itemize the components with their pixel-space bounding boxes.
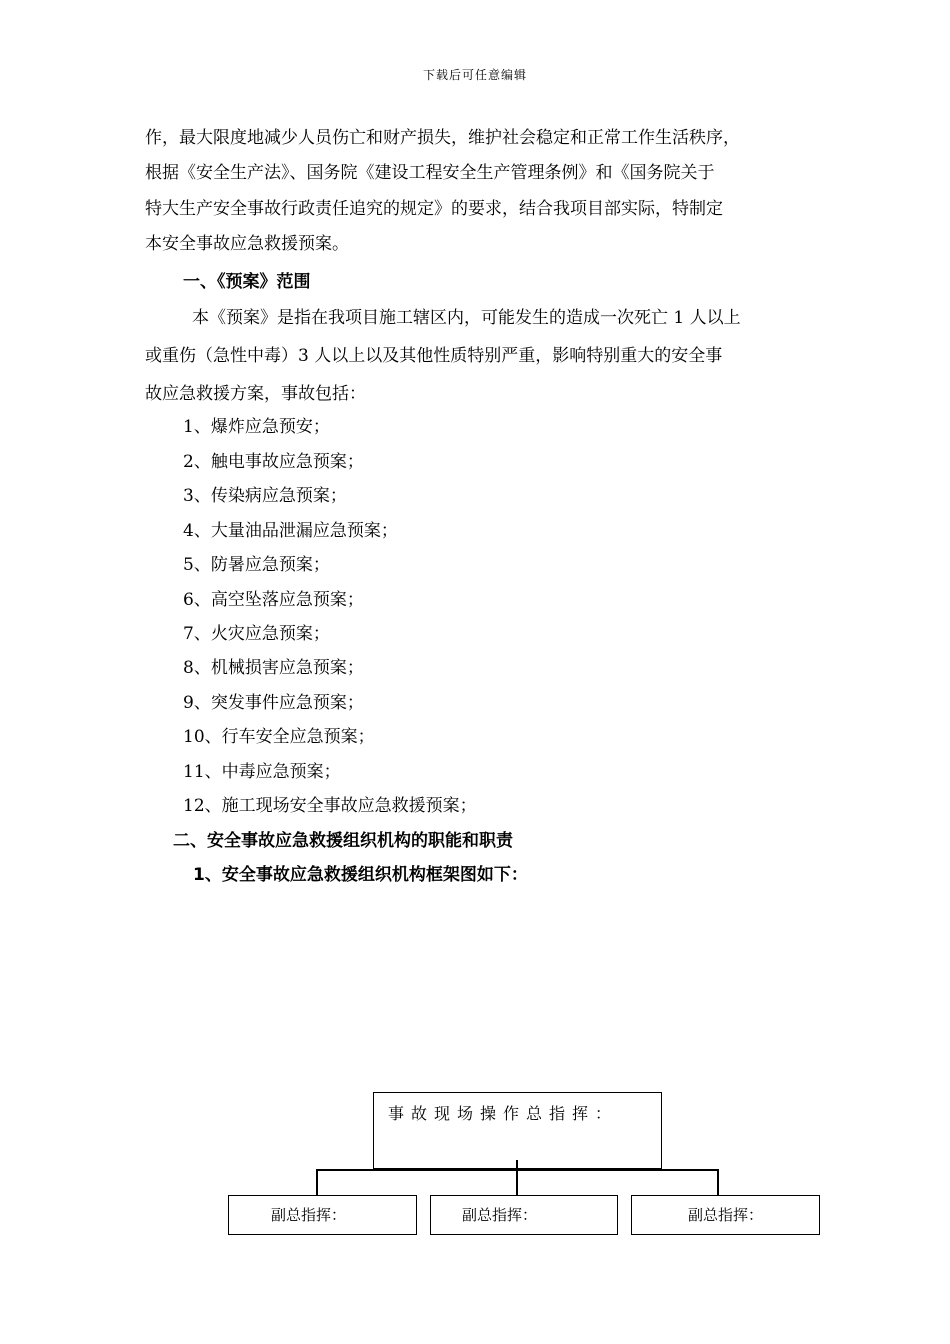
connector-line <box>316 1169 318 1195</box>
page-header: 下载后可任意编辑 <box>422 68 527 82</box>
paragraph-line: 根据《安全生产法》、国务院《建设工程安全生产管理条例》和《国务院关于 <box>145 163 715 183</box>
list-item: 2、触电事故应急预案； <box>183 452 364 472</box>
section-heading: 一、《预案》范围 <box>183 272 311 292</box>
list-item: 3、传染病应急预案； <box>183 486 347 506</box>
paragraph-line: 作，最大限度地减少人员伤亡和财产损失，维护社会稳定和正常工作生活秩序， <box>145 128 740 148</box>
list-item: 5、防暑应急预案； <box>183 555 330 575</box>
org-chart-top-label: 事故现场操作总指挥： <box>388 1104 619 1123</box>
paragraph-line: 或重伤（急性中毒）3 人以上以及其他性质特别严重，影响特别重大的安全事 <box>145 346 723 366</box>
connector-line <box>717 1169 719 1195</box>
org-chart-top-box <box>373 1092 662 1169</box>
list-item: 12、施工现场安全事故应急救援预案； <box>183 796 477 816</box>
list-item: 8、机械损害应急预案； <box>183 658 364 678</box>
org-chart-sub-box <box>631 1195 820 1235</box>
org-chart-sub-label: 副总指挥： <box>688 1206 764 1224</box>
list-item: 7、火灾应急预案； <box>183 624 330 644</box>
subsection-heading: 1、安全事故应急救援组织机构框架图如下： <box>193 865 528 885</box>
list-item: 11、中毒应急预案； <box>183 762 341 782</box>
paragraph-line: 特大生产安全事故行政责任追究的规定》的要求，结合我项目部实际，特制定 <box>145 199 723 219</box>
list-item: 1、爆炸应急预安； <box>183 417 330 437</box>
paragraph-line: 本《预案》是指在我项目施工辖区内，可能发生的造成一次死亡 1 人以上 <box>192 308 741 328</box>
section-heading: 二、安全事故应急救援组织机构的职能和职责 <box>173 831 513 851</box>
connector-line <box>516 1169 518 1195</box>
list-item: 9、突发事件应急预案； <box>183 693 364 713</box>
org-chart-sub-label: 副总指挥： <box>462 1206 538 1224</box>
list-item: 6、高空坠落应急预案； <box>183 590 364 610</box>
org-chart-sub-label: 副总指挥： <box>271 1206 347 1224</box>
paragraph-line: 故应急救援方案，事故包括： <box>145 384 366 404</box>
org-chart-sub-box <box>430 1195 618 1235</box>
paragraph-line: 本安全事故应急救援预案。 <box>145 234 349 254</box>
org-chart-sub-box <box>228 1195 417 1235</box>
list-item: 4、大量油品泄漏应急预案； <box>183 521 398 541</box>
list-item: 10、行车安全应急预案； <box>183 727 375 747</box>
